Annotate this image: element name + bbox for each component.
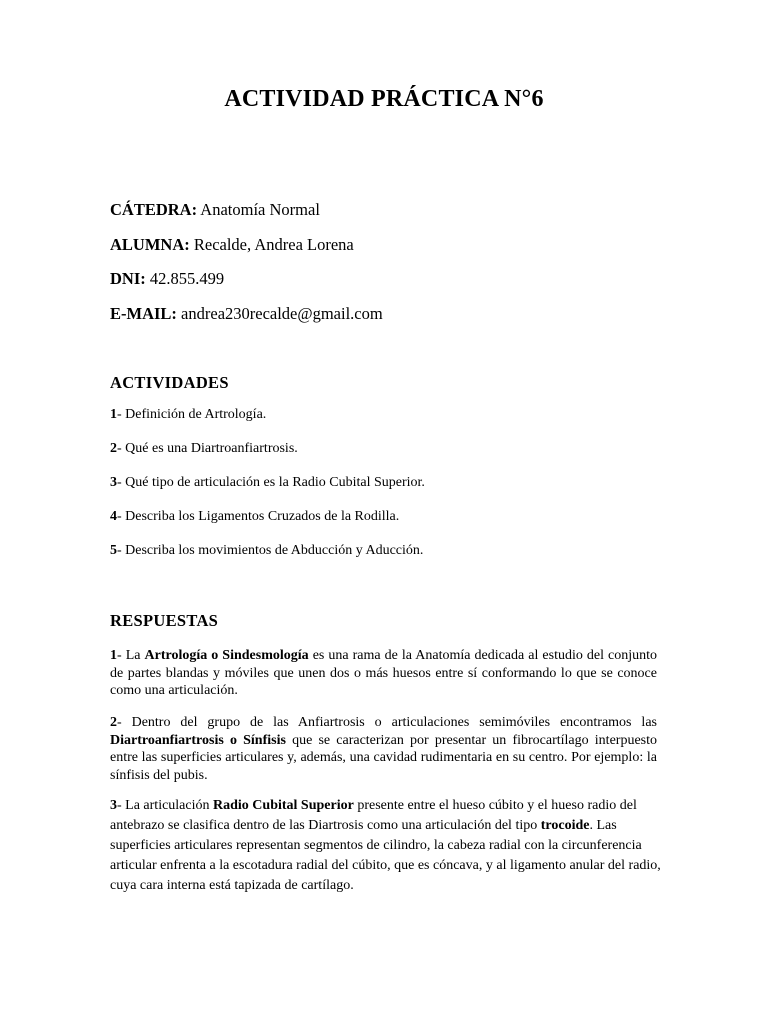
- catedra-label: CÁTEDRA:: [110, 200, 198, 219]
- alumna-value: Recalde, Andrea Lorena: [189, 235, 354, 254]
- respuesta-text: presente entre el hueso cúbito y el hueso radio del antebrazo se clasifica dentro de las Diartrosis como una articulación del tipo: [110, 798, 637, 833]
- respuesta-number: 2: [110, 715, 117, 730]
- respuesta-bold: Radio Cubital Superior: [213, 798, 354, 813]
- respuesta-text: - Dentro del grupo de las Anfiartrosis o articulaciones semimóviles encontramos las: [117, 715, 657, 730]
- email-label: E-MAIL:: [110, 304, 177, 323]
- dni-value: 42.855.499: [145, 269, 225, 288]
- respuesta-number: 1: [110, 648, 117, 663]
- respuesta-3: [110, 796, 670, 896]
- actividad-item: [110, 543, 423, 559]
- actividad-text: - Definición de Artrología.: [117, 407, 267, 422]
- info-catedra: [110, 200, 320, 220]
- actividad-number: 2: [110, 441, 117, 456]
- respuesta-2: [110, 714, 657, 784]
- respuesta-bold: Artrología o Sindesmología: [144, 648, 309, 663]
- dni-label: DNI:: [110, 269, 146, 288]
- respuesta-text: . Las superficies articulares representan segmentos de cilindro, la cabeza radial con la circunferencia articular enfrenta a la escotadura radial del cúbito, que es cóncava, y al ligamento anular del radio, cuya cara interna está tapizada de cartílago.: [110, 818, 661, 893]
- respuesta-bold: trocoide: [540, 818, 590, 833]
- actividad-number: 5: [110, 543, 117, 558]
- actividad-number: 3: [110, 475, 117, 490]
- actividad-item: [110, 441, 298, 457]
- email-value: andrea230recalde@gmail.com: [176, 304, 383, 323]
- respuesta-1: [110, 647, 657, 700]
- info-alumna: [110, 235, 354, 255]
- respuesta-text: que se caracterizan por presentar un fibrocartílago interpuesto entre las superficies articulares y, además, una cavidad rudimentaria en su centro. Por ejemplo: la sínfisis del pubis.: [110, 732, 657, 783]
- document-title: ACTIVIDAD PRÁCTICA N°6: [224, 86, 544, 112]
- respuesta-text: - La articulación: [117, 798, 214, 813]
- actividad-item: [110, 509, 399, 525]
- alumna-label: ALUMNA:: [110, 235, 190, 254]
- actividad-text: - Qué es una Diartroanfiartrosis.: [117, 441, 298, 456]
- respuesta-text: es una rama de la Anatomía dedicada al estudio del conjunto de partes blandas y móviles que unen dos o más huesos entre sí conformando lo que se conoce como una articulación.: [110, 648, 658, 698]
- catedra-value: Anatomía Normal: [197, 200, 320, 219]
- actividad-item: [110, 407, 266, 423]
- actividad-text: - Describa los Ligamentos Cruzados de la Rodilla.: [117, 509, 400, 524]
- respuesta-number: 3: [110, 798, 117, 813]
- respuesta-text: - La: [117, 648, 145, 663]
- respuestas-heading: RESPUESTAS: [110, 611, 219, 630]
- actividades-heading: ACTIVIDADES: [110, 373, 229, 392]
- respuesta-bold: Diartroanfiartrosis o Sínfisis: [110, 732, 286, 748]
- actividad-text: - Qué tipo de articulación es la Radio Cubital Superior.: [117, 475, 425, 490]
- actividad-number: 4: [110, 509, 117, 524]
- actividad-item: [110, 475, 425, 491]
- actividad-text: - Describa los movimientos de Abducción y Aducción.: [117, 543, 424, 558]
- info-email: [110, 304, 383, 324]
- actividad-number: 1: [110, 407, 117, 422]
- info-dni: [110, 269, 224, 289]
